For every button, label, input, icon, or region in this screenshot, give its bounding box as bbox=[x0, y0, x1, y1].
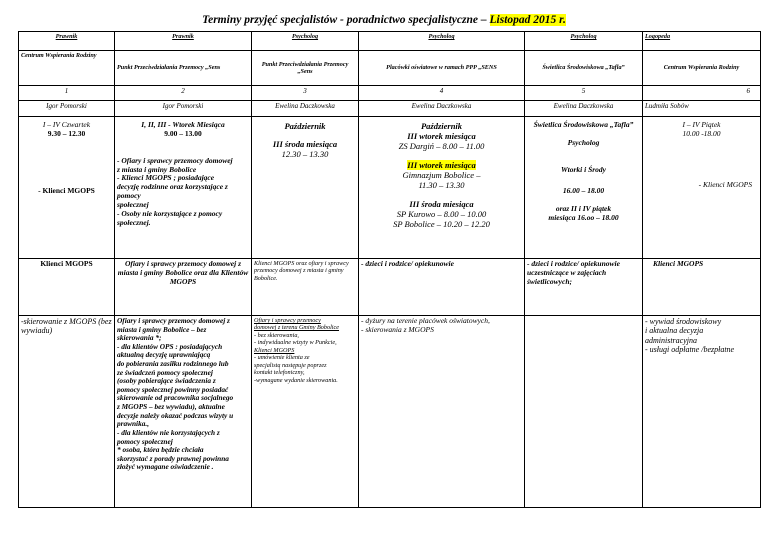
referral-3-line: specjalistą następuje poprzez bbox=[254, 361, 327, 369]
number-2: 2 bbox=[115, 86, 252, 101]
referral-2-line: - dla klientów nie korzystających z bbox=[117, 427, 220, 437]
number-6: 6 bbox=[643, 86, 761, 101]
institution-4: Placówki oświatowe w ramach PPP „SENS bbox=[359, 51, 525, 86]
page-title bbox=[0, 14, 768, 26]
c4-when3: III środa miesiąca bbox=[409, 199, 474, 210]
referral-2-line: z MGOPS – bez wywiadu), aktualne bbox=[117, 402, 225, 412]
referral-3 bbox=[252, 316, 359, 508]
schedule-cell-3 bbox=[252, 117, 359, 259]
institution-row bbox=[19, 51, 761, 86]
referral-3-line: Ofiary i sprawcy przemocy bbox=[254, 317, 321, 324]
schedule-cell-4 bbox=[359, 117, 525, 259]
c6-clients: - Klienci MGOPS bbox=[698, 179, 752, 189]
c5-hours: 16.00 – 18.00 bbox=[562, 185, 605, 195]
referral-6-line: - usługi odpłatne /bezpłatne bbox=[645, 345, 735, 355]
c2-line: społecznej. bbox=[117, 217, 151, 227]
c5-role: Psycholog bbox=[567, 137, 600, 147]
clients-1: Klienci MGOPS bbox=[19, 259, 115, 316]
clients-6: Klienci MGOPS bbox=[643, 259, 761, 316]
profession-4: Psycholog bbox=[359, 32, 525, 51]
name-6: Ludmiła Sobów bbox=[643, 101, 761, 117]
profession-3: Psycholog bbox=[252, 32, 359, 51]
referral-2-line: skierowania *; bbox=[117, 333, 162, 343]
c1-hours: 9.30 – 12.30 bbox=[47, 128, 86, 138]
c4-place4: SP Bobolice – 10.20 – 12.20 bbox=[393, 219, 490, 230]
name-2: Igor Pomorski bbox=[115, 101, 252, 117]
institution-3: Punkt Przeciwdziałania Przemocy „Sens bbox=[252, 51, 359, 86]
c4-place2: Gimnazjum Bobolice – bbox=[402, 170, 481, 181]
referral-2-line: skorzystać z porady prawnej powinna bbox=[117, 453, 229, 463]
profession-1: Prawnik bbox=[19, 32, 115, 51]
clients-3: Klienci MGOPS oraz ofiary i sprawcy przemocy domowej z miasta i gminy Bobolice. bbox=[252, 259, 359, 316]
number-5: 5 bbox=[525, 86, 643, 101]
referral-5 bbox=[525, 316, 643, 508]
c3-month: Październik bbox=[284, 121, 326, 131]
referral-1: -skierowanie z MGOPS (bez wywiadu) bbox=[19, 316, 115, 508]
clients-5: - dzieci i rodzice/ opiekunowie uczestniczące w zajęciach świetlicowych; bbox=[525, 259, 643, 316]
referral-3-line: - indywidualne wizyty w Punkcie, bbox=[254, 339, 337, 347]
referral-2-line: aktualną decyzję uprawniającą bbox=[117, 350, 211, 360]
referral-2-line: (osoby pobierające świadczenia z bbox=[117, 376, 216, 386]
referral-2-line: pomocy społecznej powinny posiadać bbox=[117, 384, 229, 394]
referral-2-line: ze świadczeń pomocy społecznej bbox=[117, 367, 213, 377]
title-text: Terminy przyjęć specjalistów - poradnictwo specjalistyczne – bbox=[202, 14, 490, 26]
title-month: Listopad 2015 r. bbox=[489, 14, 566, 26]
referral-2-line: Ofiary i sprawcy przemocy domowej z bbox=[117, 316, 230, 325]
c2-days: I, II, III - Wtorek Miesiąca bbox=[141, 120, 225, 129]
number-1: 1 bbox=[19, 86, 115, 101]
profession-5: Psycholog bbox=[525, 32, 643, 51]
c5-place: Świetlica Środowiskowa „Tafla” bbox=[533, 120, 634, 129]
c3-hours: 12.30 – 13.30 bbox=[281, 149, 329, 160]
referral-3-line: - bez skierowania, bbox=[254, 331, 299, 339]
number-row bbox=[19, 86, 761, 101]
referral-2-line: decyzje należy okazać podczas wizyty u bbox=[117, 410, 234, 420]
c6-hours: 10.00 -18.00 bbox=[682, 128, 721, 138]
name-4: Ewelina Daczkowska bbox=[359, 101, 525, 117]
number-3: 3 bbox=[252, 86, 359, 101]
c4-place1: ZS Dargiń – 8.00 – 11.00 bbox=[398, 141, 485, 152]
c5-extra1: oraz II i IV piątek bbox=[555, 204, 612, 214]
referral-4 bbox=[359, 316, 525, 508]
c5-days: Wtorki i Środy bbox=[560, 164, 606, 174]
c2-line: - Ofiary i sprawcy przemocy domowej bbox=[117, 155, 233, 165]
referral-6-line: i aktualna decyzja bbox=[645, 326, 704, 336]
institution-6: Centrum Wspierania Rodziny bbox=[643, 51, 761, 86]
c2-line: - Osoby nie korzystające z pomocy bbox=[117, 208, 223, 218]
clients-4: - dzieci i rodzice/ opiekunowie bbox=[359, 259, 525, 316]
schedule-cell-5 bbox=[525, 117, 643, 259]
c6-days: I – IV Piątek bbox=[682, 120, 721, 129]
referral-4-line: - dyżury na terenie placówek oświatowych, bbox=[361, 316, 490, 325]
clients-2: Ofiary i sprawcy przemocy domowej z miasta i gminy Bobolice oraz dla Klientów MGOPS bbox=[115, 259, 252, 316]
specialist-row bbox=[19, 101, 761, 117]
referral-2-line: skierowanie od pracownika socjalnego bbox=[117, 393, 234, 403]
referral-2-line: do pobierania zasiłku rodzinnego lub bbox=[117, 359, 229, 369]
schedule-table bbox=[18, 31, 761, 508]
referral-6-line: - wywiad środowiskowy bbox=[645, 317, 722, 326]
schedule-cell-1 bbox=[19, 117, 115, 259]
c4-hours2: 11.30 – 13.30 bbox=[418, 180, 465, 191]
profession-6: Logopeda bbox=[643, 32, 761, 51]
referral-2-line: prawnika., bbox=[117, 419, 150, 429]
name-1: Igor Pomorski bbox=[19, 101, 115, 117]
referral-3-line: -wymagane wydanie skierowania. bbox=[254, 376, 338, 384]
institution-1: Centrum Wspierania Rodziny bbox=[19, 51, 115, 86]
c4-when2-highlight: III wtorek miesiąca bbox=[407, 160, 476, 171]
profession-row bbox=[19, 32, 761, 51]
c1-clients: - Klienci MGOPS bbox=[38, 185, 95, 195]
c2-line: pomocy bbox=[117, 191, 141, 201]
referral-2-line: * osoba, która będzie chciała bbox=[117, 445, 204, 455]
name-3: Ewelina Daczkowska bbox=[252, 101, 359, 117]
c2-line: społecznej bbox=[117, 199, 149, 209]
referral-3-line: - umówienie klienta ze bbox=[254, 354, 310, 362]
schedule-cell-2 bbox=[115, 117, 252, 259]
c4-when1: III wtorek miesiąca bbox=[407, 131, 476, 142]
referral-6-line: administracyjna bbox=[645, 335, 697, 345]
number-4: 4 bbox=[359, 86, 525, 101]
c4-place3: SP Kurowo – 8.00 – 10.00 bbox=[396, 209, 487, 220]
c5-extra2: miesiąca 16.oo – 18.00 bbox=[548, 213, 619, 223]
c1-days: I – IV Czwartek bbox=[42, 120, 91, 129]
referral-2 bbox=[115, 316, 252, 508]
c2-line: z miasta i gminy Bobolice bbox=[117, 164, 197, 174]
referral-3-line: Klienci MGOPS bbox=[254, 346, 295, 354]
referral-2-line: pomocy społecznej bbox=[117, 436, 173, 446]
referral-2-line: - dla klientów OPS : posiadających bbox=[117, 341, 223, 351]
c2-line: - Klienci MGOPS ; posiadające bbox=[117, 173, 215, 183]
referral-6 bbox=[643, 316, 761, 508]
c2-hours: 9.00 – 13.00 bbox=[164, 128, 202, 138]
name-5: Ewelina Daczkowska bbox=[525, 101, 643, 117]
c4-month: Październik bbox=[420, 121, 463, 131]
institution-5: Świetlica Środowiskowa „Tafla” bbox=[525, 51, 643, 86]
referral-4-line: - skierowania z MGOPS bbox=[361, 324, 434, 334]
c4-when2 bbox=[361, 160, 522, 170]
institution-2: Punkt Przeciwdziałania Przemocy „Sens bbox=[115, 51, 252, 86]
clients-row bbox=[19, 259, 761, 316]
referral-row bbox=[19, 316, 761, 508]
c3-when: III środa miesiąca bbox=[272, 139, 338, 150]
schedule-row bbox=[19, 117, 761, 259]
profession-2: Prawnik bbox=[115, 32, 252, 51]
schedule-cell-6 bbox=[643, 117, 761, 259]
referral-2-line: miasta i gminy Bobolice – bez bbox=[117, 324, 207, 334]
c2-line: decyzję rodzinne oraz korzystające z bbox=[117, 182, 228, 192]
referral-3-line: kontakt telefoniczny, bbox=[254, 369, 305, 377]
referral-3-line: domowej z terenu Gminy Bobolice bbox=[254, 324, 340, 332]
referral-2-line: złożyć wymagane oświadczenie . bbox=[117, 462, 214, 472]
